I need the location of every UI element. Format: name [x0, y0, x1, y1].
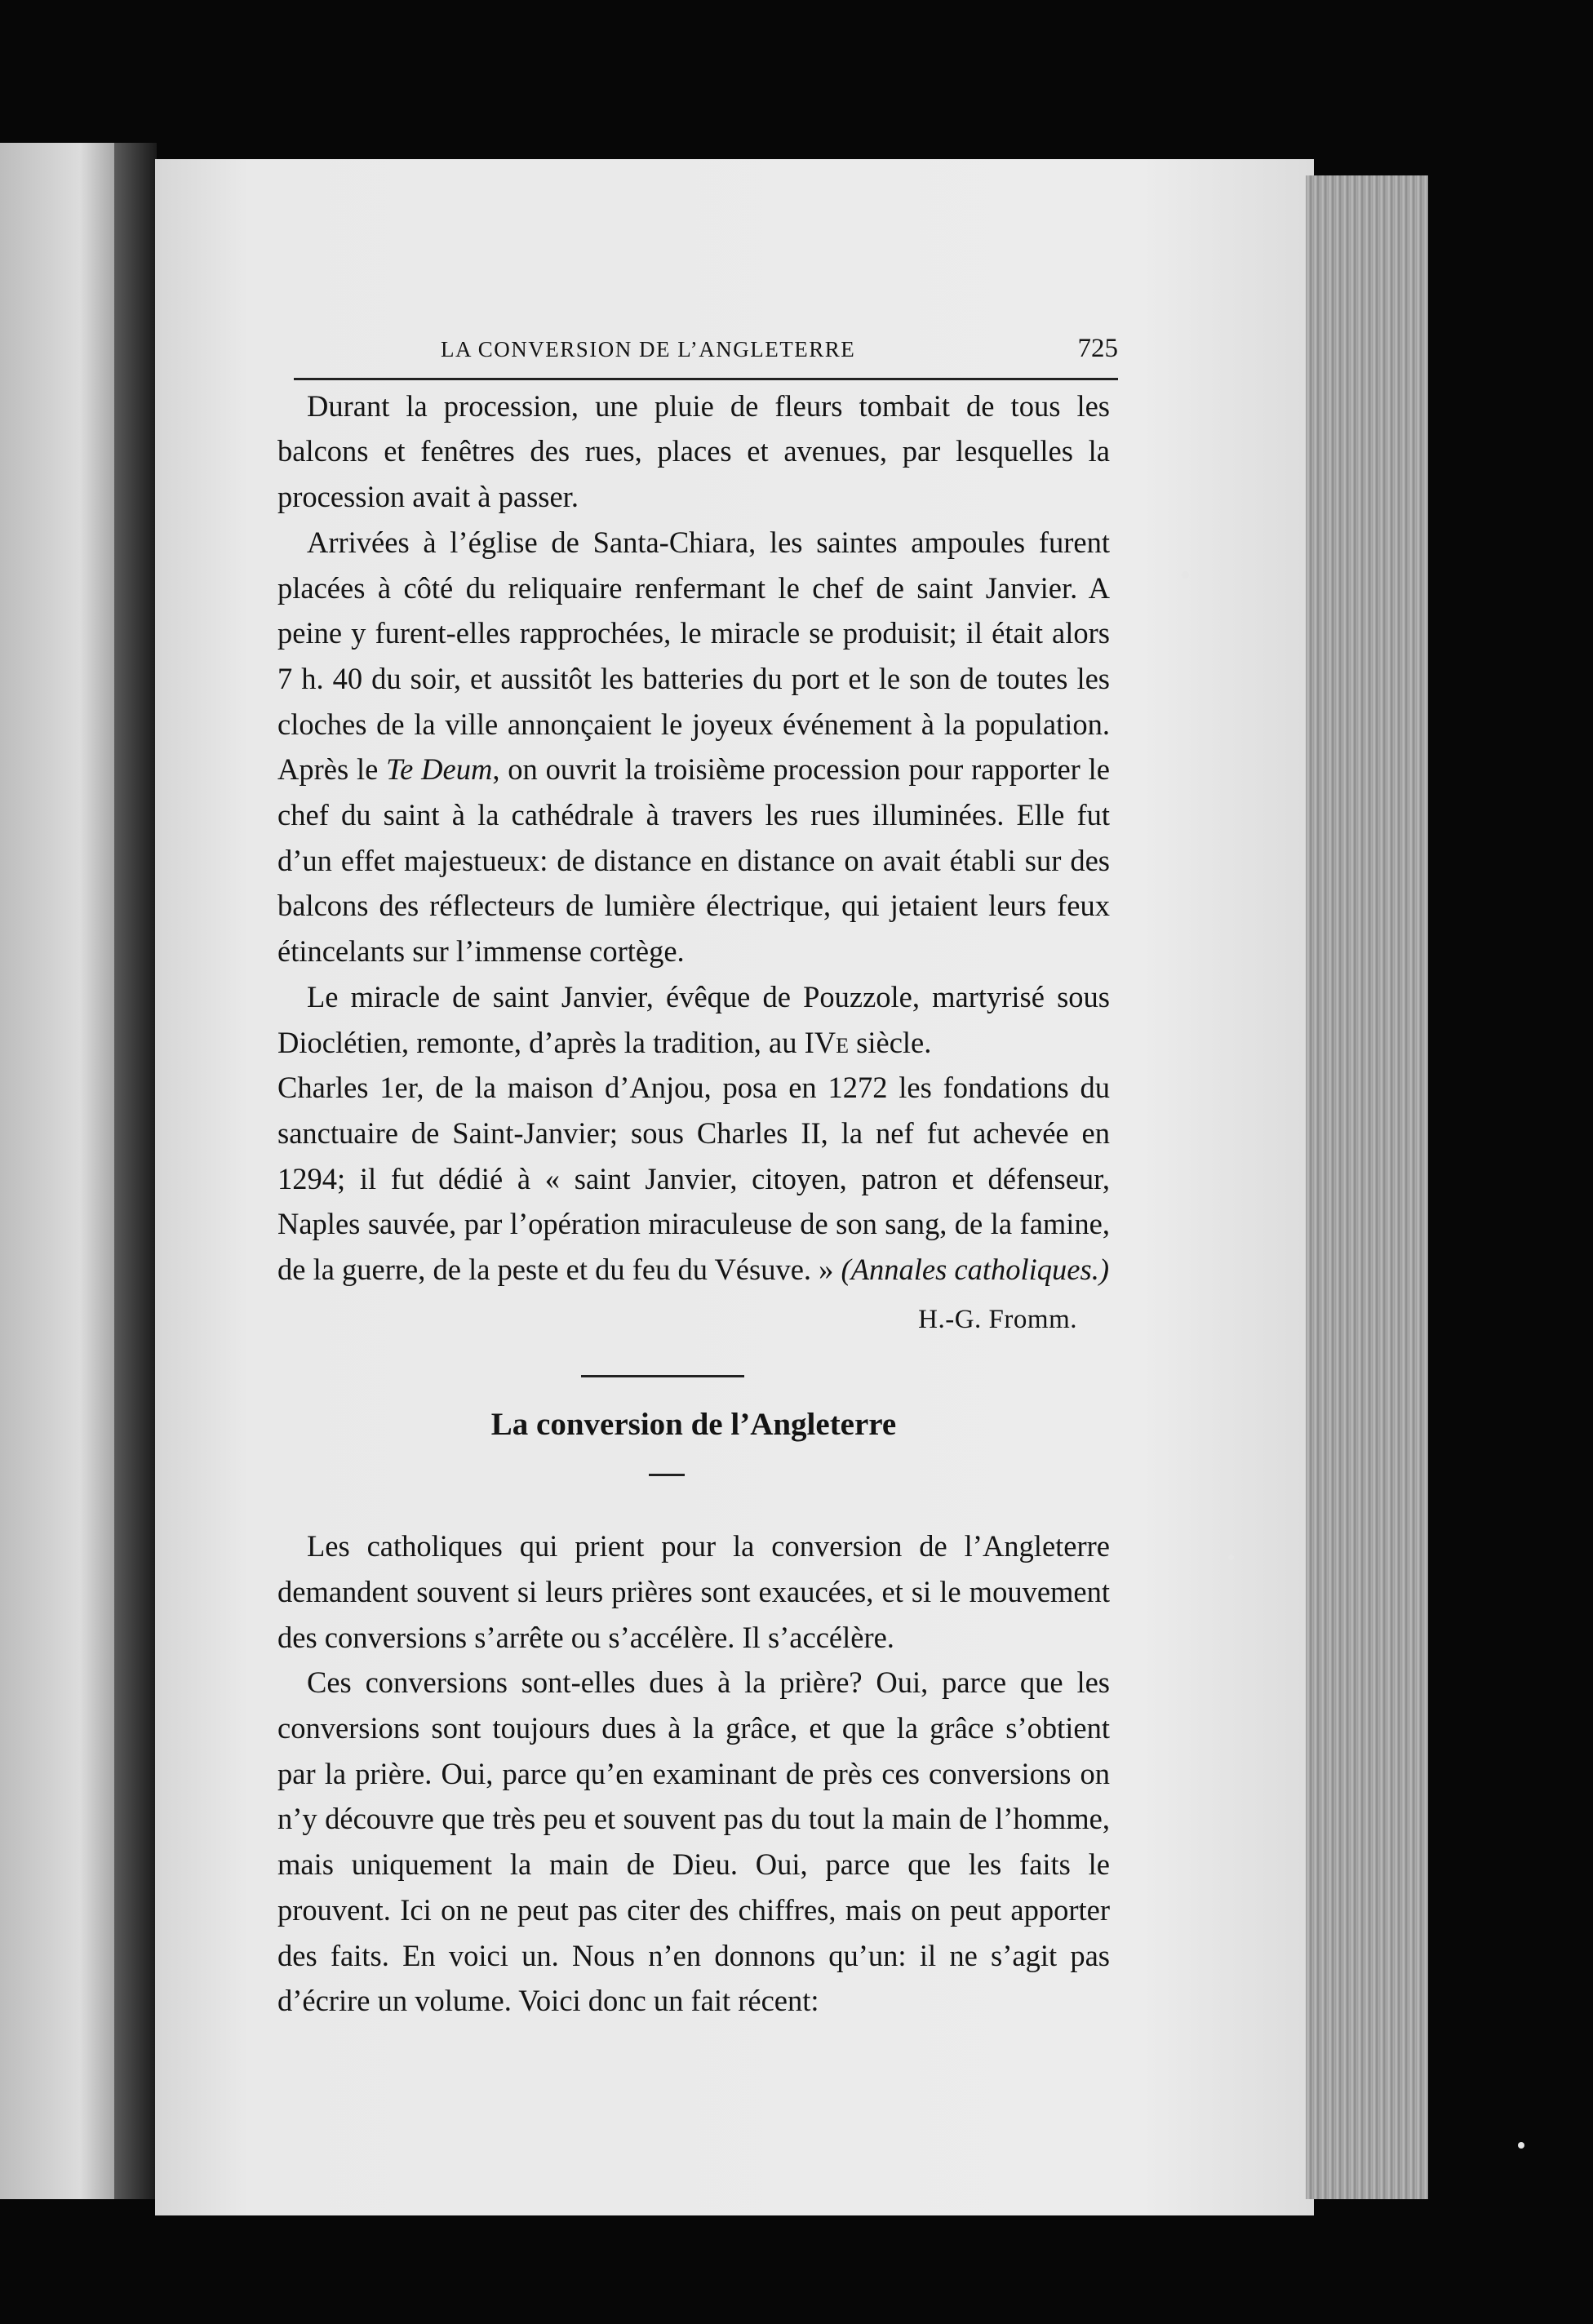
paragraph-text: siècle.: [849, 1025, 932, 1059]
left-page-edge: [0, 143, 114, 2199]
author-signature: H.-G. Fromm.: [918, 1304, 1077, 1334]
running-title: LA CONVERSION DE L’ANGLETERRE: [441, 337, 856, 361]
paragraph-text: Charles 1er, de la maison d’Anjou, posa en 1272 les fondations du sanctuaire de Saint-Janvier; sous Charles II, la nef fut achevée en 1294; il fut dédié à « saint Janvier, citoyen, patron et défenseur, Naples sauvée, par l’opération miraculeuse de son sang, de la famine, de la guerre, de la peste et du feu du Vésuve. »: [277, 1071, 1110, 1287]
paragraph: [277, 1065, 1110, 1293]
century-numeral: IVe: [804, 1025, 850, 1059]
page-edges: [1306, 175, 1428, 2199]
te-deum-italic: Te Deum: [386, 752, 493, 787]
paragraph: [277, 974, 1110, 1065]
dust-speck: [1228, 1555, 1234, 1560]
section-divider: [581, 1375, 744, 1377]
running-head: [294, 326, 1118, 380]
title-rule: [649, 1474, 685, 1476]
book-gutter: [114, 143, 157, 2199]
paragraph: Ces conversions sont-elles dues à la prière? Oui, parce que les conversions sont toujours dues à la grâce, et que la grâce s’obtient par la prière. Oui, parce qu’en examinant de près ces conversions on n’y découvre que très peu et souvent pas du tout la main de l’homme, mais uniquement la main de Dieu. Oui, parce que les faits le prouvent. Ici on ne peut pas citer des chiffres, mais on peut apporter des faits. En voici un. Nous n’en donnons qu’un: il ne s’agit pas d’écrire un volume. Voici donc un fait récent:: [277, 1665, 1110, 2018]
paragraph: [277, 520, 1110, 974]
paragraph: Durant la procession, une pluie de fleurs tombait de tous les balcons et fenêtres des rues, places et avenues, par lesquelles la procession avait à passer.: [277, 388, 1110, 514]
page-number: 725: [1077, 334, 1118, 363]
section-title: La conversion de l’Angleterre: [490, 1407, 897, 1443]
source-citation: (Annales catholiques.): [841, 1253, 1109, 1287]
paragraph-text: Le miracle de saint Janvier, évêque de Pouzzole, martyrisé sous Dioclétien, remonte, d’après la tradition, au: [277, 979, 1110, 1059]
dust-speck: [1518, 2142, 1524, 2149]
paragraph-text: , on ouvrit la troisième procession pour rapporter le chef du saint à la cathédrale à travers les rues illuminées. Elle fut d’un effet majestueux: de distance en distance on avait établi sur des balcons des réflecteurs de lumière électrique, qui jetaient leurs feux étincelants sur l’immense cortège.: [277, 752, 1111, 969]
page-text: [277, 326, 1118, 2024]
dust-speck: [1182, 571, 1189, 579]
paragraph-text: Arrivées à l’église de Santa-Chiara, les saintes ampoules furent placées à côté du reliquaire renfermant le chef de saint Janvier. A peine y furent-elles rapprochées, le miracle se produisit; il était alors 7 h. 40 du soir, et aussitôt les batteries du port et le son de toutes les cloches de la ville annonçaient le joyeux événement à la population. Après le: [277, 525, 1110, 787]
paragraph: Les catholiques qui prient pour la conversion de l’Angleterre demandent souvent si leurs prières sont exaucées, et si le mouvement des conversions s’arrête ou s’accélère. Il s’accélère.: [277, 1529, 1110, 1654]
